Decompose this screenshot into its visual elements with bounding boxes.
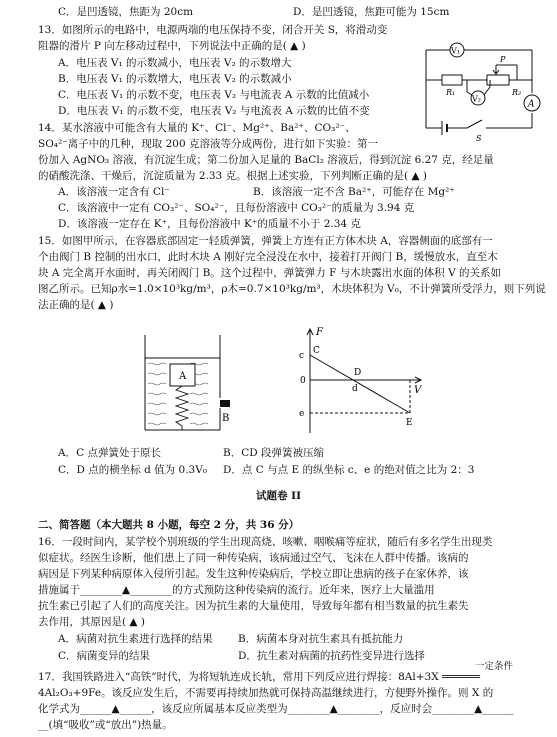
block-a-label: A xyxy=(179,371,187,382)
text-line: __(填“吸收”或“放出”)热量。 xyxy=(38,719,173,731)
circuit-diagram xyxy=(412,35,552,145)
text-line: 阻器的滑片 P 向左移动过程中，下列说法中正确的是( ▲ ) xyxy=(38,40,306,52)
text-line: 的硝酸洗涤、干燥后，沉淀质量为 2.33 克。根据上述实验，下列判断正确的是( ▲ ) xyxy=(38,170,427,182)
point-e-label: E xyxy=(406,418,413,428)
text-line: C．该溶液中一定有 CO₃²⁻、SO₄²⁻，且每份溶液中 CO₃²⁻的质量为 3.94 克 xyxy=(58,202,415,214)
text-line: D．抗生素对病菌的抗药性变异进行选择 xyxy=(238,650,425,662)
voltmeter-v1-label: V₁ xyxy=(451,46,460,56)
text-line: C．电压表 V₁ 的示数不变，电压表 V₂ 与电流表 A 示数的比值减小 xyxy=(58,89,370,101)
switch-s-label: S xyxy=(476,134,482,143)
text-line: B．该溶液一定不含 Ba²⁺，可能存在 Mg²⁺ xyxy=(253,186,455,198)
reaction-condition: 一定条件 xyxy=(475,661,514,672)
text-line: D．是凹透镜，焦距可能为 15cm xyxy=(293,6,450,18)
text-line: A．病菌对抗生素进行选择的结果 xyxy=(58,633,213,645)
text-line: D．点 C 与点 E 的纵坐标 c、e 的绝对值之比为 2：3 xyxy=(223,464,475,476)
text-line: SO₄²⁻离子中的几种，现取 200 克溶液等分成两份，进行如下实验：第一 xyxy=(38,138,378,150)
text-line: 试题卷 II xyxy=(256,490,301,502)
text-line: 化学式为______▲______，该反应所属基本反应类型为________▲________，反应时会________▲______ xyxy=(38,703,514,715)
text-line: D．电压表 V₁ 的示数不变，电压表 V₂ 与电流表 A 示数的比值不变 xyxy=(58,105,370,117)
slider-p-label: P xyxy=(500,55,506,64)
valve-b-label: B xyxy=(222,413,230,424)
text-line: C．是凹透镜，焦距为 20cm xyxy=(58,6,194,18)
point-c-label: C xyxy=(313,346,320,356)
x-axis-label: V xyxy=(414,385,422,396)
voltmeter-v2-label: V₂ xyxy=(472,94,481,104)
text-line: 似症状。经医生诊断，他们患上了同一种传染病，该病通过空气、飞沫在人群中传播。该病的 xyxy=(38,552,469,564)
text-line: D．该溶液一定存在 K⁺，且每份溶液中 K⁺的质量不小于 2.34 克 xyxy=(58,218,361,230)
container-figure xyxy=(140,330,260,445)
text-line: 13．如图所示的电路中，电源两端的电压保持不变，闭合开关 S，将滑动变 xyxy=(38,24,388,36)
text-line: 份加入 AgNO₃ 溶液，有沉淀生成；第二份加入足量的 BaCl₂ 溶液后，得到沉淀 6.27 克，经足量 xyxy=(38,154,494,166)
text-line: C．D 点的横坐标 d 值为 0.3V₀ xyxy=(58,464,208,476)
force-volume-graph xyxy=(290,325,430,440)
text-line: 二、简答题（本大题共 8 小题，每空 2 分，共 36 分） xyxy=(38,519,300,531)
text-line: 去作用，其原因是( ▲ ) xyxy=(38,616,145,628)
text-line: C．病菌变异的结果 xyxy=(58,650,151,662)
text-line: 图乙所示。已知ρ水=1.0×10³kg/m³，ρ木=0.7×10³kg/m³，木块体积为 V₀，不计弹簧所受浮力，则下列说 xyxy=(38,283,546,295)
text-line: B．电压表 V₁ 的示数增大，电压表 V₂ 的示数减小 xyxy=(58,73,292,85)
resistor-r2-label: R₂ xyxy=(512,88,522,97)
text-line: 个由阀门 B 控制的出水口，此时木块 A 刚好完全浸没在水中，接着打开阀门 B，缓慢放水，直至木 xyxy=(38,251,498,263)
text-line: 块 A 完全离开水面时，再关闭阀门 B。这个过程中，弹簧弹力 F 与木块露出水面的体积 V 的关系如 xyxy=(38,267,502,279)
tick-c: c xyxy=(299,351,305,361)
y-axis-label: F xyxy=(316,327,323,338)
text-line: A．该溶液一定含有 Cl⁻ xyxy=(58,186,170,198)
text-line: 17．我国铁路进入“高铁”时代，为将短轨连成长轨，常用下列反应进行焊接：8Al+3X ══════ xyxy=(38,671,480,683)
text-line: 法正确的是( ▲ ) xyxy=(38,299,114,311)
text-line: 病因是下列某种病原体入侵所引起。发生这种传染病后，学校立即让患病的孩子在家休养，该 xyxy=(38,568,469,580)
text-line: B．病菌本身对抗生素具有抵抗能力 xyxy=(238,633,404,645)
text-line: A．电压表 V₁ 的示数减小，电压表 V₂ 的示数增大 xyxy=(58,57,292,69)
ammeter-label: A xyxy=(528,99,535,110)
tick-e: e xyxy=(299,409,305,419)
text-line: A．C 点弹簧处于原长 xyxy=(58,447,161,459)
text-line: 15．如图甲所示，在容器底部固定一轻质弹簧，弹簧上方连有正方体木块 A，容器侧面的底部有一 xyxy=(38,235,493,247)
tick-zero: 0 xyxy=(300,376,306,386)
text-line: 14．某水溶液中可能含有大量的 K⁺、Cl⁻、Mg²⁺、Ba²⁺、CO₃²⁻、 xyxy=(38,122,356,134)
text-line: 抗生素已引起了人们的高度关注。因为抗生素的大量使用，导致每年都有相当数量的抗生素失 xyxy=(38,600,469,612)
point-d-x-label: d xyxy=(352,384,358,394)
point-d-label: D xyxy=(354,368,362,378)
text-line: 16．一段时间内，某学校个别班级的学生出现高烧、咳嗽、咽喉痛等症状，随后有多名学生出现类 xyxy=(38,536,493,548)
text-line: B．CD 段弹簧被压缩 xyxy=(223,447,325,459)
text-line: 4Al₂O₃+9Fe。该反应发生后，不需要再持续加热就可保持高温继续进行，方便野外操作。则 X 的 xyxy=(38,687,494,699)
text-line: 措施属于________▲________的方式预防这种传染病的流行。近年来，医疗上大量滥用 xyxy=(38,584,435,596)
resistor-r1-label: R₁ xyxy=(446,88,456,97)
